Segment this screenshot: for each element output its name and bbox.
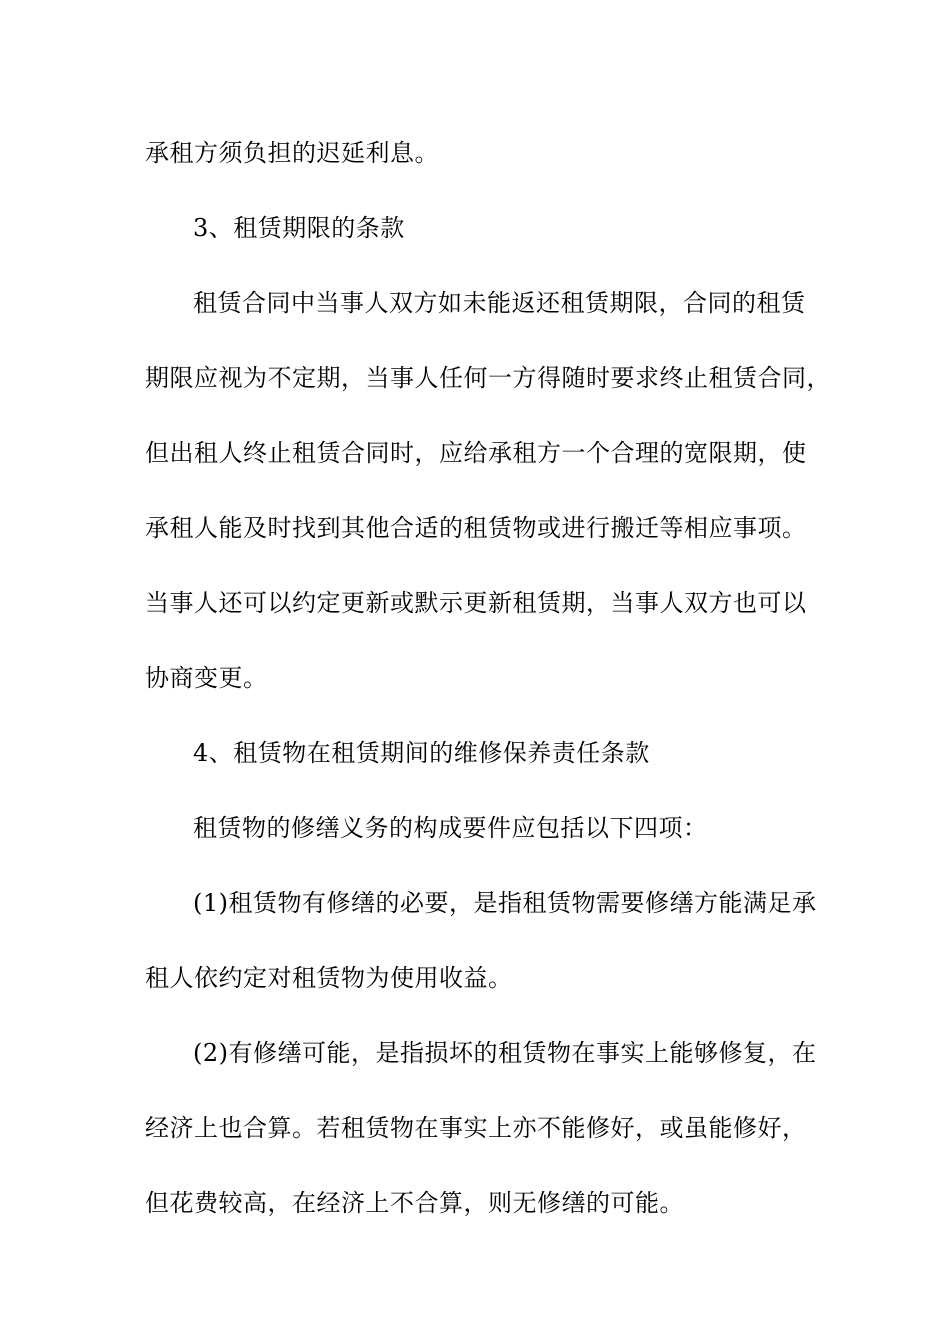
paragraph-line: 当事人还可以约定更新或默示更新租赁期，当事人双方也可以 [145,589,807,617]
section-heading: 3、租赁期限的条款 [193,214,405,242]
list-item-line: (2)有修缮可能，是指损坏的租赁物在事实上能够修复，在 [193,1039,817,1067]
list-item-line: 但花费较高，在经济上不合算，则无修缮的可能。 [145,1189,684,1217]
text-line: 承租方须负担的迟延利息。 [145,139,439,167]
paragraph-line: 期限应视为不定期，当事人任何一方得随时要求终止租赁合同， [145,364,831,392]
paragraph-line: 协商变更。 [145,664,268,692]
paragraph-line: 租赁合同中当事人双方如未能返还租赁期限，合同的租赁 [193,289,806,317]
list-item-line: (1)租赁物有修缮的必要，是指租赁物需要修缮方能满足承 [193,889,817,917]
section-heading: 4、租赁物在租赁期间的维修保养责任条款 [193,739,650,767]
paragraph-line: 但出租人终止租赁合同时，应给承租方一个合理的宽限期，使 [145,439,807,467]
paragraph-line: 租赁物的修缮义务的构成要件应包括以下四项： [193,814,708,842]
list-item-line: 经济上也合算。若租赁物在事实上亦不能修好，或虽能修好， [145,1114,807,1142]
list-item-line: 租人依约定对租赁物为使用收益。 [145,964,513,992]
paragraph-line: 承租人能及时找到其他合适的租赁物或进行搬迁等相应事项。 [145,514,807,542]
